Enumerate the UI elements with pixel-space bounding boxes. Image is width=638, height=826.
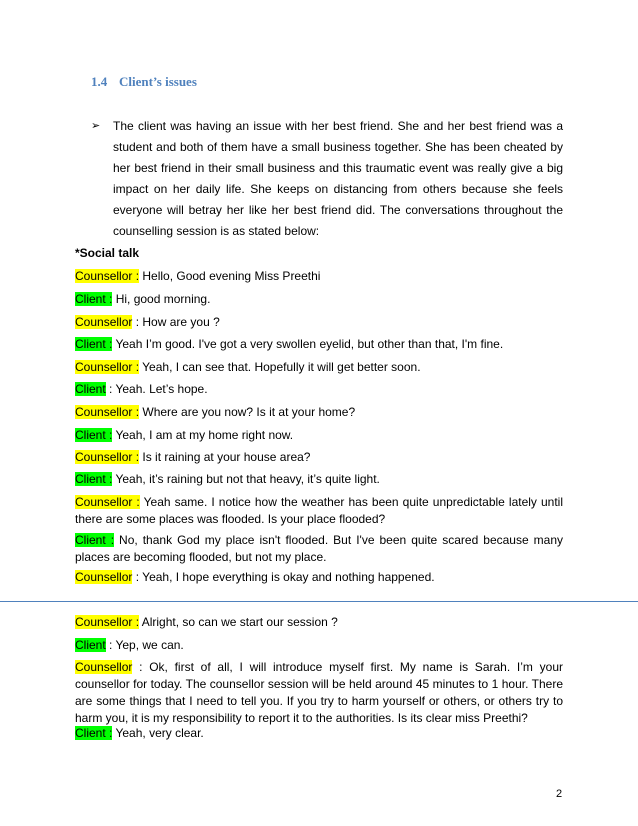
dialogue-line [75,291,563,308]
bullet-text: The client was having an issue with her best friend. She and her best friend was a student and both of them have a small business together. She has been cheated by her best friend in their small business and this traumatic event was really give a big impact on her daily life. She keeps on distancing from others because she feels everyone will betray her like her best friend did. The conversations throughout the counselling session is as stated below: [113,119,563,238]
dialogue-line [75,725,563,742]
dialogue-line [75,381,563,398]
utterance: Is it raining at your house area? [139,450,311,464]
utterance: Yeah, it’s raining but not that heavy, it’s quite light. [112,472,380,486]
dialogue-line [75,494,563,528]
page-number: 2 [556,788,563,800]
utterance: No, thank God my place isn't flooded. But I've been quite scared because many places are becoming flooded, but not my place. [75,533,563,564]
utterance: : Yeah, I hope everything is okay and nothing happened. [132,570,435,584]
dialogue-line [75,659,563,727]
section-number: 1.4 [91,74,108,89]
speaker-label: Client : [75,726,113,740]
dialogue-line [75,336,563,353]
dialogue-line [75,314,563,331]
dialogue-line [75,268,563,285]
dialogue-line [75,471,563,488]
social-talk-heading: *Social talk [75,246,140,260]
speaker-label: Counsellor : [75,360,140,374]
dialogue-line [75,569,563,586]
speaker-label: Client : [75,337,113,351]
dialogue-line [75,614,563,631]
dialogue-line [75,637,563,654]
utterance: Where are you now? Is it at your home? [139,405,356,419]
speaker-label: Client [75,638,106,652]
utterance: : Yeah. Let’s hope. [105,382,208,396]
utterance: Yeah same. I notice how the weather has been quite unpredictable lately until there are some places was flooded. Is your place flooded? [75,495,563,526]
utterance: Yeah, very clear. [112,726,204,740]
utterance: Hello, Good evening Miss Preethi [139,269,321,283]
speaker-label: Counsellor : [75,405,140,419]
dialogue-line [75,427,563,444]
dialogue-line [75,404,563,421]
speaker-label: Client : [75,292,113,306]
section-heading [91,74,197,90]
speaker-label: Counsellor : [75,495,140,509]
arrow-bullet-icon: ➢ [91,120,101,132]
utterance: : Ok, first of all, I will introduce myself first. My name is Sarah. I’m your counsellor for today. The counsellor session will be held around 45 minutes to 1 hour. There are some things that I need to tell you. If you try to harm yourself or others, or others try to harm you, it is my responsibility to report it to the authorities. Is its clear miss Preethi? [75,660,563,725]
utterance: : How are you ? [132,315,220,329]
speaker-label: Counsellor [75,315,133,329]
utterance: Alright, so can we start our session ? [139,615,338,629]
utterance: : Yep, we can. [105,638,184,652]
speaker-label: Client : [75,472,113,486]
utterance: Yeah, I am at my home right now. [112,428,294,442]
dialogue-line [75,449,563,466]
speaker-label: Counsellor : [75,269,140,283]
bullet-paragraph [91,116,563,242]
utterance: Yeah I’m good. I've got a very swollen eyelid, but other than that, I'm fine. [112,337,504,351]
speaker-label: Client : [75,428,113,442]
utterance: Hi, good morning. [112,292,211,306]
page-break-divider [0,601,638,602]
speaker-label: Client : [75,533,115,547]
utterance: Yeah, I can see that. Hopefully it will get better soon. [139,360,421,374]
dialogue-line [75,532,563,566]
speaker-label: Counsellor : [75,450,140,464]
speaker-label: Counsellor [75,660,133,674]
section-title: Client’s issues [119,74,197,89]
dialogue-line [75,359,563,376]
speaker-label: Counsellor : [75,615,140,629]
speaker-label: Counsellor [75,570,133,584]
speaker-label: Client [75,382,106,396]
